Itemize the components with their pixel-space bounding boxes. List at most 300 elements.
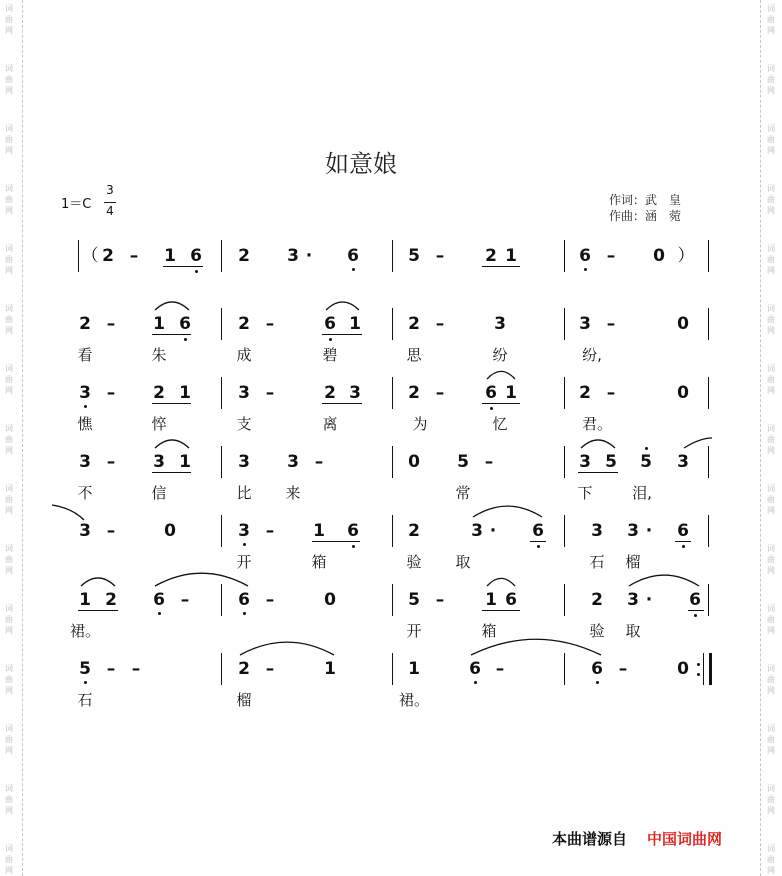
- high-octave-dot: [645, 447, 648, 450]
- note: 2: [579, 383, 591, 403]
- note: –: [180, 590, 190, 610]
- barline: [708, 584, 709, 616]
- beam-underline: [482, 266, 520, 267]
- lyric-syllable: 思: [406, 346, 422, 364]
- beam-underline: [675, 541, 691, 542]
- note: 6: [153, 590, 165, 610]
- lyric-syllable: 不: [77, 484, 93, 502]
- watermark-char: 曲: [5, 135, 13, 144]
- note: 6: [347, 521, 359, 541]
- note: 6: [677, 521, 689, 541]
- lyric-syllable: 憔: [77, 415, 93, 433]
- watermark-char: 网: [5, 326, 13, 335]
- lyric-syllable: 开: [406, 622, 422, 640]
- beam-underline: [152, 472, 191, 473]
- watermark-char: 词: [5, 664, 13, 673]
- watermark-char: 网: [5, 806, 13, 815]
- watermark-char: 词: [5, 604, 13, 613]
- watermark-char: 网: [767, 446, 775, 455]
- note: 3: [471, 521, 483, 541]
- watermark-char: 网: [5, 446, 13, 455]
- note: 1: [349, 314, 361, 334]
- watermark-char: 曲: [767, 15, 775, 24]
- note: 1: [324, 659, 336, 679]
- note: –: [106, 659, 116, 679]
- lyric-syllable: 验: [589, 622, 605, 640]
- intro-open-paren: （: [81, 246, 99, 266]
- watermark-char: 曲: [5, 735, 13, 744]
- watermark-char: 曲: [767, 675, 775, 684]
- note: 3: [287, 452, 299, 472]
- watermark-char: 网: [5, 746, 13, 755]
- beam-underline: [152, 334, 191, 335]
- barline: [564, 653, 565, 685]
- barline: [221, 446, 222, 478]
- watermark-char: 网: [767, 806, 775, 815]
- lyric-syllable: 验: [406, 553, 422, 571]
- note: 3: [349, 383, 361, 403]
- note: –: [131, 659, 141, 679]
- lyric-syllable: 泪,: [632, 484, 652, 502]
- lyric-syllable: 箱: [481, 622, 497, 640]
- watermark-char: 曲: [5, 195, 13, 204]
- beam-underline: [322, 403, 362, 404]
- watermark-char: 网: [767, 566, 775, 575]
- slur-arc: [240, 642, 334, 655]
- low-octave-dot: [352, 545, 355, 548]
- time-signature-bar: [104, 202, 116, 203]
- watermark-char: 网: [767, 26, 775, 35]
- lyric-syllable: 信: [151, 484, 167, 502]
- watermark-char: 词: [5, 124, 13, 133]
- note: 6: [689, 590, 701, 610]
- note: 6: [324, 314, 336, 334]
- note: –: [435, 246, 445, 266]
- low-octave-dot: [537, 545, 540, 548]
- watermark-char: 网: [5, 146, 13, 155]
- note: 3: [238, 521, 250, 541]
- beam-underline: [163, 266, 203, 267]
- note: 2: [79, 314, 91, 334]
- watermark-char: 网: [767, 866, 775, 875]
- barline: [564, 515, 565, 547]
- lyricist-credit: 作词：武 皇: [609, 193, 682, 207]
- note: 6: [190, 246, 202, 266]
- watermark-char: 曲: [5, 435, 13, 444]
- watermark-char: 网: [5, 26, 13, 35]
- watermark-char: 曲: [767, 735, 775, 744]
- watermark-char: 网: [767, 506, 775, 515]
- watermark-char: 网: [5, 566, 13, 575]
- watermark-char: 词: [767, 484, 775, 493]
- watermark-char: 词: [5, 364, 13, 373]
- note: 2: [324, 383, 336, 403]
- note: –: [265, 659, 275, 679]
- note: 6: [591, 659, 603, 679]
- slur-arc: [473, 506, 542, 517]
- lyric-syllable: 支: [236, 415, 252, 433]
- watermark-char: 网: [5, 686, 13, 695]
- note: 5: [79, 659, 91, 679]
- note: 2: [238, 246, 250, 266]
- note: 2: [105, 590, 117, 610]
- lyric-syllable: 常: [455, 484, 471, 502]
- lyric-syllable: 忆: [492, 415, 508, 433]
- time-signature-top: 3: [106, 183, 114, 197]
- watermark-char: 网: [767, 626, 775, 635]
- watermark-char: 曲: [5, 555, 13, 564]
- watermark-char: 网: [5, 506, 13, 515]
- watermark-char: 网: [5, 386, 13, 395]
- barline: [708, 515, 709, 547]
- low-octave-dot: [84, 405, 87, 408]
- barline: [221, 653, 222, 685]
- note: 2: [408, 314, 420, 334]
- watermark-char: 曲: [5, 615, 13, 624]
- slur-arc: [487, 578, 515, 586]
- note: 2: [238, 314, 250, 334]
- note: –: [265, 383, 275, 403]
- note: 2: [408, 521, 420, 541]
- note: –: [265, 521, 275, 541]
- barline: [392, 446, 393, 478]
- low-octave-dot: [243, 543, 246, 546]
- watermark-char: 词: [5, 184, 13, 193]
- note: 5: [640, 452, 652, 472]
- note: 2: [485, 246, 497, 266]
- lyric-syllable: 比: [236, 484, 252, 502]
- note: 5: [605, 452, 617, 472]
- watermark-char: 网: [767, 326, 775, 335]
- low-octave-dot: [329, 338, 332, 341]
- watermark-char: 网: [5, 866, 13, 875]
- note: 3: [591, 521, 603, 541]
- low-octave-dot: [84, 681, 87, 684]
- note: –: [106, 314, 116, 334]
- note: 6: [238, 590, 250, 610]
- note: –: [435, 383, 445, 403]
- barline: [392, 377, 393, 409]
- note: 5: [408, 246, 420, 266]
- watermark-char: 网: [5, 206, 13, 215]
- note: 1: [179, 383, 191, 403]
- watermark-char: 网: [767, 746, 775, 755]
- watermark-char: 词: [767, 244, 775, 253]
- note: 1: [505, 383, 517, 403]
- note: –: [606, 246, 616, 266]
- lyric-syllable: 开: [236, 553, 252, 571]
- watermark-char: 词: [5, 4, 13, 13]
- watermark-char: 词: [767, 424, 775, 433]
- slur-arc: [155, 302, 189, 310]
- watermark-char: 网: [767, 206, 775, 215]
- note: –: [106, 383, 116, 403]
- note: –: [265, 590, 275, 610]
- barline: [392, 240, 393, 272]
- barline: [392, 653, 393, 685]
- watermark-char: 词: [5, 244, 13, 253]
- barline: [221, 308, 222, 340]
- note: 6: [347, 246, 359, 266]
- note: 1: [79, 590, 91, 610]
- lyric-syllable: 纷: [492, 346, 508, 364]
- note: –: [106, 452, 116, 472]
- note: –: [484, 452, 494, 472]
- lyric-syllable: 裙。: [69, 622, 101, 640]
- watermark-char: 词: [5, 724, 13, 733]
- barline: [221, 377, 222, 409]
- watermark-char: 词: [767, 124, 775, 133]
- beam-underline: [482, 610, 520, 611]
- note: 3: [79, 452, 91, 472]
- right-watermark-column: [764, 0, 782, 876]
- watermark-char: 词: [767, 184, 775, 193]
- repeat-dot: [697, 673, 700, 676]
- watermark-char: 词: [767, 844, 775, 853]
- note: 3: [79, 521, 91, 541]
- low-octave-dot: [694, 614, 697, 617]
- note: 1: [164, 246, 176, 266]
- note: 2: [238, 659, 250, 679]
- note: –: [435, 590, 445, 610]
- watermark-char: 网: [767, 266, 775, 275]
- note: –: [618, 659, 628, 679]
- watermark-char: 曲: [767, 615, 775, 624]
- note: 6: [485, 383, 497, 403]
- low-octave-dot: [474, 681, 477, 684]
- lyric-syllable: 为: [412, 415, 428, 433]
- left-watermark-column: [2, 0, 22, 876]
- watermark-char: 曲: [5, 255, 13, 264]
- lyric-syllable: 纷,: [582, 346, 602, 364]
- note: 2: [591, 590, 603, 610]
- watermark-char: 曲: [767, 435, 775, 444]
- beam-underline: [688, 610, 704, 611]
- note: 0: [677, 383, 689, 403]
- note: 5: [408, 590, 420, 610]
- watermark-char: 词: [767, 724, 775, 733]
- song-title: 如意娘: [325, 150, 397, 178]
- barline: [392, 584, 393, 616]
- note: 2: [153, 383, 165, 403]
- note: –: [435, 314, 445, 334]
- barline: [708, 240, 709, 272]
- watermark-char: 曲: [767, 75, 775, 84]
- lyric-syllable: 成: [236, 346, 252, 364]
- watermark-char: 词: [767, 664, 775, 673]
- note: 0: [324, 590, 336, 610]
- watermark-char: 曲: [767, 495, 775, 504]
- barline: [78, 240, 79, 272]
- watermark-char: 网: [767, 686, 775, 695]
- watermark-char: 词: [767, 784, 775, 793]
- source-site-link[interactable]: 中国词曲网: [647, 830, 723, 848]
- note: 1: [408, 659, 420, 679]
- slur-arc: [155, 573, 248, 586]
- note: 6: [179, 314, 191, 334]
- lyric-syllable: 裙。: [398, 691, 430, 709]
- lyric-syllable: 榴: [625, 553, 641, 571]
- slur-arc: [629, 575, 699, 586]
- lyric-syllable: 君。: [581, 415, 613, 433]
- watermark-char: 词: [5, 304, 13, 313]
- watermark-char: 词: [5, 544, 13, 553]
- note: –: [314, 452, 324, 472]
- watermark-char: 曲: [767, 255, 775, 264]
- beam-underline: [78, 610, 118, 611]
- barline: [564, 446, 565, 478]
- note: ·: [645, 590, 653, 610]
- barline: [708, 377, 709, 409]
- lyric-syllable: 取: [625, 622, 641, 640]
- barline: [392, 308, 393, 340]
- source-credit: [552, 828, 722, 849]
- note: 3: [153, 452, 165, 472]
- watermark-char: 曲: [5, 495, 13, 504]
- note: 3: [238, 452, 250, 472]
- lyric-syllable: 来: [285, 484, 301, 502]
- watermark-char: 曲: [767, 315, 775, 324]
- lyric-syllable: 石: [77, 691, 93, 709]
- note: 3: [627, 590, 639, 610]
- note: 2: [408, 383, 420, 403]
- watermark-char: 曲: [767, 195, 775, 204]
- watermark-char: 网: [767, 386, 775, 395]
- tie-continuation: [52, 505, 84, 520]
- note: 6: [505, 590, 517, 610]
- note: 3: [238, 383, 250, 403]
- low-octave-dot: [184, 338, 187, 341]
- watermark-char: 曲: [767, 135, 775, 144]
- watermark-char: 曲: [767, 855, 775, 864]
- watermark-char: 词: [5, 784, 13, 793]
- barline: [564, 240, 565, 272]
- note: 0: [677, 314, 689, 334]
- low-octave-dot: [596, 681, 599, 684]
- note: 0: [408, 452, 420, 472]
- note: 3: [579, 314, 591, 334]
- watermark-char: 曲: [5, 375, 13, 384]
- watermark-char: 网: [5, 86, 13, 95]
- watermark-char: 词: [767, 4, 775, 13]
- watermark-char: 曲: [5, 795, 13, 804]
- watermark-char: 词: [767, 64, 775, 73]
- watermark-char: 词: [5, 424, 13, 433]
- left-border-line: [22, 0, 23, 876]
- right-border-line: [760, 0, 761, 876]
- note: 3: [79, 383, 91, 403]
- lyric-syllable: 下: [577, 484, 593, 502]
- note: –: [606, 383, 616, 403]
- watermark-char: 词: [5, 64, 13, 73]
- note: 3: [627, 521, 639, 541]
- lyric-syllable: 石: [589, 553, 605, 571]
- note: 1: [313, 521, 325, 541]
- watermark-char: 网: [767, 86, 775, 95]
- barline: [221, 515, 222, 547]
- barline: [221, 240, 222, 272]
- watermark-char: 词: [767, 544, 775, 553]
- watermark-char: 词: [767, 604, 775, 613]
- note: 1: [505, 246, 517, 266]
- barline: [221, 584, 222, 616]
- note: –: [129, 246, 139, 266]
- watermark-char: 曲: [5, 75, 13, 84]
- lyric-syllable: 看: [77, 346, 93, 364]
- watermark-char: 词: [767, 364, 775, 373]
- note: 1: [153, 314, 165, 334]
- barline: [564, 584, 565, 616]
- barline: [392, 515, 393, 547]
- low-octave-dot: [490, 407, 493, 410]
- barline: [708, 446, 709, 478]
- low-octave-dot: [682, 545, 685, 548]
- beam-underline: [312, 541, 360, 542]
- lyric-syllable: 离: [322, 415, 338, 433]
- note: 3: [677, 452, 689, 472]
- note: 6: [532, 521, 544, 541]
- barline: [564, 377, 565, 409]
- barline: [564, 308, 565, 340]
- low-octave-dot: [243, 612, 246, 615]
- slur-arc: [471, 639, 601, 655]
- note: 5: [457, 452, 469, 472]
- note: 3: [287, 246, 299, 266]
- slur-arc: [326, 302, 359, 310]
- slur-arc: [81, 578, 115, 586]
- key-signature: 1＝C: [61, 197, 92, 212]
- composer-credit: 作曲：涵 菀: [609, 209, 682, 223]
- beam-underline: [530, 541, 546, 542]
- lyric-syllable: 榴: [236, 691, 252, 709]
- intro-close-paren: ）: [677, 246, 695, 266]
- lyric-syllable: 箱: [311, 553, 327, 571]
- barline: [703, 653, 704, 685]
- note: –: [265, 314, 275, 334]
- low-octave-dot: [352, 268, 355, 271]
- watermark-char: 网: [767, 146, 775, 155]
- note: ·: [305, 246, 313, 266]
- note: –: [106, 521, 116, 541]
- slur-arc: [487, 371, 515, 379]
- note: 0: [653, 246, 665, 266]
- note: 2: [102, 246, 114, 266]
- note: ·: [489, 521, 497, 541]
- note: 6: [579, 246, 591, 266]
- watermark-char: 曲: [767, 795, 775, 804]
- source-prefix: 本曲谱源自: [552, 830, 628, 848]
- note: 0: [677, 659, 689, 679]
- watermark-char: 曲: [5, 315, 13, 324]
- watermark-char: 词: [767, 304, 775, 313]
- barline: [708, 308, 709, 340]
- low-octave-dot: [584, 268, 587, 271]
- watermark-char: 曲: [767, 375, 775, 384]
- lyric-syllable: 悴: [151, 415, 167, 433]
- note: 0: [164, 521, 176, 541]
- note: 1: [179, 452, 191, 472]
- watermark-char: 曲: [5, 675, 13, 684]
- watermark-char: 曲: [767, 555, 775, 564]
- time-signature-bottom: 4: [106, 204, 114, 218]
- note: ·: [645, 521, 653, 541]
- watermark-char: 词: [5, 484, 13, 493]
- note: 3: [579, 452, 591, 472]
- repeat-dot: [697, 663, 700, 666]
- note: –: [606, 314, 616, 334]
- watermark-char: 网: [5, 266, 13, 275]
- watermark-char: 曲: [5, 855, 13, 864]
